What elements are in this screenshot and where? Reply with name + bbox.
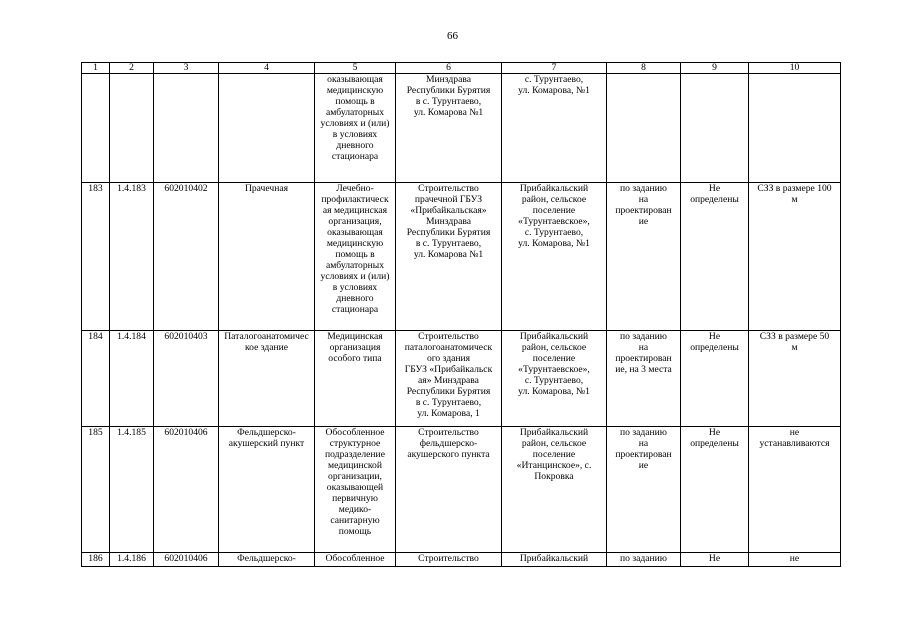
cell-class-code: 602010403 [154,331,219,427]
column-header: 1 [82,63,110,74]
cell-number [82,74,110,183]
cell-purpose: Строительство фельдшерско- акушерского пункта [396,427,502,553]
cell-code: 1.4.184 [110,331,154,427]
cell-object-type: Обособленное структурное подразделение медицинской организации, оказывающей первичную медико- санитарную помощь [315,427,396,553]
cell-zone: не устанавливаются [749,427,841,553]
cell-zone: не [749,553,841,567]
cell-number: 184 [82,331,110,427]
cell-code: 1.4.185 [110,427,154,553]
cell-object-name: Фельдшерско- [219,553,315,567]
cell-number: 183 [82,183,110,331]
cell-object-name [219,74,315,183]
cell-class-code: 602010406 [154,427,219,553]
column-header: 9 [681,63,749,74]
cell-characteristics: по заданию [607,553,681,567]
cell-location: с. Турунтаево, ул. Комарова, №1 [502,74,607,183]
cell-zone [749,74,841,183]
cell-location: Прибайкальский район, сельское поселение «Итанцинское», с. Покровка [502,427,607,553]
cell-purpose: Минздрава Республики Бурятия в с. Турунтаево, ул. Комарова №1 [396,74,502,183]
cell-object-type: Обособленное [315,553,396,567]
planning-table [81,62,841,567]
cell-number: 185 [82,427,110,553]
cell-object-name: Фельдшерско- акушерский пункт [219,427,315,553]
cell-object-type: Медицинская организация особого типа [315,331,396,427]
cell-zone: СЗЗ в размере 50 м [749,331,841,427]
cell-zone: СЗЗ в размере 100 м [749,183,841,331]
column-header: 2 [110,63,154,74]
cell-object-type: Лечебно- профилактическ ая медицинская организация, оказывающая медицинскую помощь в амбулаторных условиях и (или) в условиях дневного стационара [315,183,396,331]
cell-characteristics: по заданию на проектирован ие [607,427,681,553]
cell-characteristics [607,74,681,183]
cell-object-type: оказывающая медицинскую помощь в амбулаторных условиях и (или) в условиях дневного стационара [315,74,396,183]
cell-number: 186 [82,553,110,567]
column-number-row [82,63,841,74]
cell-location: Прибайкальский район, сельское поселение «Турунтаевское», с. Турунтаево, ул. Комарова, №1 [502,331,607,427]
cell-object-name: Прачечная [219,183,315,331]
cell-location: Прибайкальский район, сельское поселение «Турунтаевское», с. Турунтаево, ул. Комарова, №1 [502,183,607,331]
cell-timeline: Не определены [681,427,749,553]
cell-purpose: Строительство [396,553,502,567]
column-header: 4 [219,63,315,74]
table-row [82,74,841,183]
cell-object-name: Паталогоанатомичес кое здание [219,331,315,427]
cell-code: 1.4.186 [110,553,154,567]
cell-location: Прибайкальский [502,553,607,567]
table-row [82,427,841,553]
column-header: 6 [396,63,502,74]
cell-class-code: 602010406 [154,553,219,567]
cell-code [110,74,154,183]
column-header: 3 [154,63,219,74]
cell-purpose: Строительство паталогоанатомическ ого здания ГБУЗ «Прибайкальск ая» Минздрава Республики Бурятия в с. Турунтаево, ул. Комарова, 1 [396,331,502,427]
cell-class-code [154,74,219,183]
cell-characteristics: по заданию на проектирован ие [607,183,681,331]
cell-purpose: Строительство прачечной ГБУЗ «Прибайкальская» Минздрава Республики Бурятия в с. Турунтаево, ул. Комарова №1 [396,183,502,331]
cell-timeline: Не определены [681,331,749,427]
column-header: 7 [502,63,607,74]
table-row [82,553,841,567]
column-header: 5 [315,63,396,74]
cell-timeline: Не [681,553,749,567]
cell-code: 1.4.183 [110,183,154,331]
column-header: 10 [749,63,841,74]
column-header: 8 [607,63,681,74]
table-row [82,331,841,427]
cell-characteristics: по заданию на проектирован ие, на 3 места [607,331,681,427]
cell-class-code: 602010402 [154,183,219,331]
cell-timeline [681,74,749,183]
cell-timeline: Не определены [681,183,749,331]
page-number: 66 [447,30,458,42]
table-row [82,183,841,331]
